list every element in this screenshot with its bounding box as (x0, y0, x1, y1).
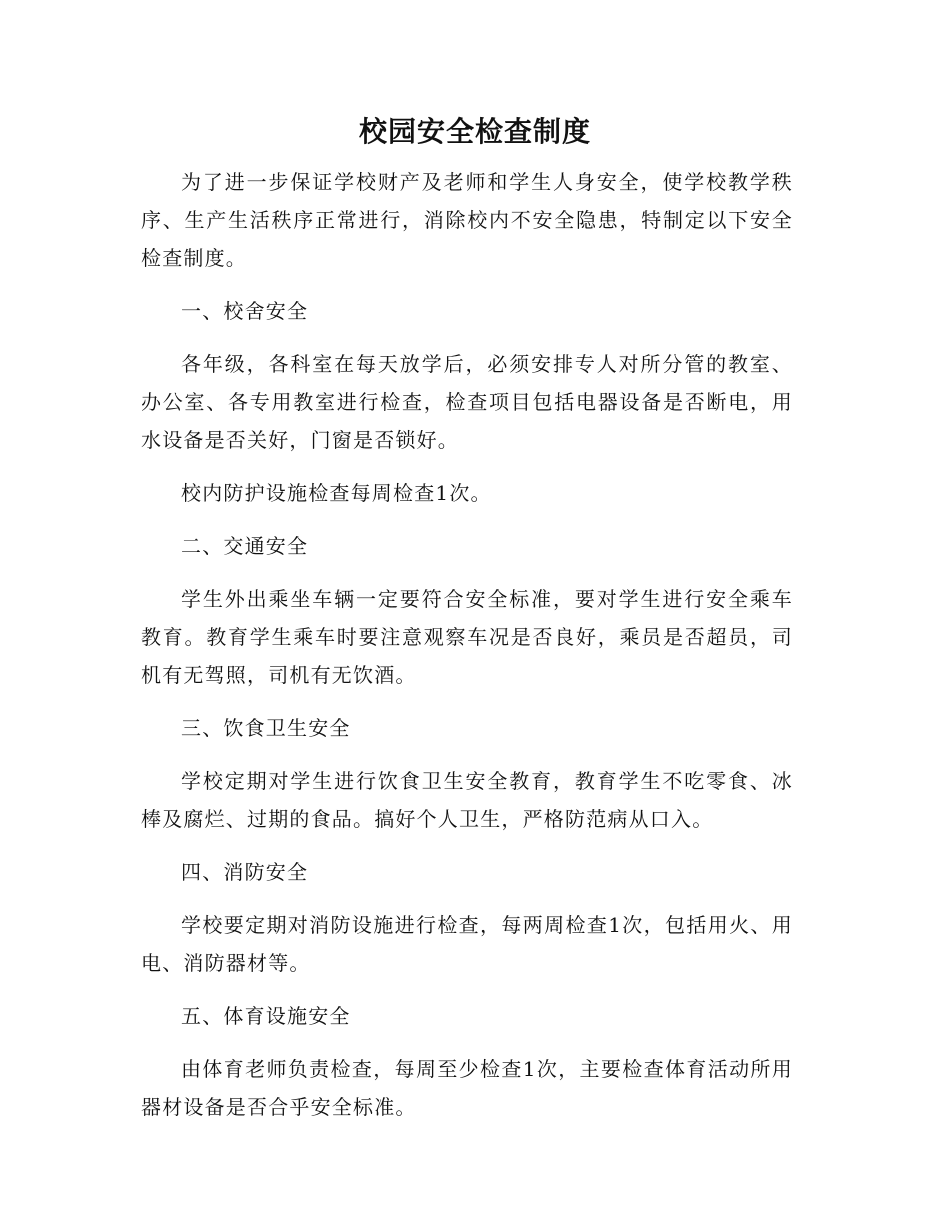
paragraph-sports-facilities: 由体育老师负责检查，每周至少检查1次，主要检查体育活动所用器材设备是否合乎安全标准。 (141, 1057, 793, 1119)
section-heading-campus-buildings: 一、校舍安全 (181, 299, 309, 323)
section-heading-sports-facilities: 五、体育设施安全 (181, 1004, 351, 1028)
paragraph-food-hygiene: 学校定期对学生进行饮食卫生安全教育，教育学生不吃零食、冰棒及腐烂、过期的食品。搞好个人卫生，严格防范病从口入。 (141, 769, 793, 831)
paragraph-traffic-safety: 学生外出乘坐车辆一定要符合安全标准，要对学生进行安全乘车教育。教育学生乘车时要注意观察车况是否良好，乘员是否超员，司机有无驾照，司机有无饮酒。 (141, 587, 793, 687)
section-heading-food-hygiene: 三、饮食卫生安全 (181, 716, 351, 740)
document-body (141, 163, 793, 1141)
paragraph-fire-safety: 学校要定期对消防设施进行检查，每两周检查1次，包括用火、用电、消防器材等。 (141, 913, 793, 975)
section-heading-fire-safety: 四、消防安全 (181, 860, 309, 884)
paragraph-protective-facilities: 校内防护设施检查每周检查1次。 (181, 481, 492, 505)
paragraph-classroom-inspection: 各年级，各科室在每天放学后，必须安排专人对所分管的教室、办公室、各专用教室进行检查，检查项目包括电器设备是否断电，用水设备是否关好，门窗是否锁好。 (141, 352, 793, 452)
document-title: 校园安全检查制度 (358, 115, 591, 148)
intro-paragraph: 为了进一步保证学校财产及老师和学生人身安全，使学校教学秩序、生产生活秩序正常进行，消除校内不安全隐患，特制定以下安全检查制度。 (141, 170, 793, 270)
section-heading-traffic-safety: 二、交通安全 (181, 534, 309, 558)
